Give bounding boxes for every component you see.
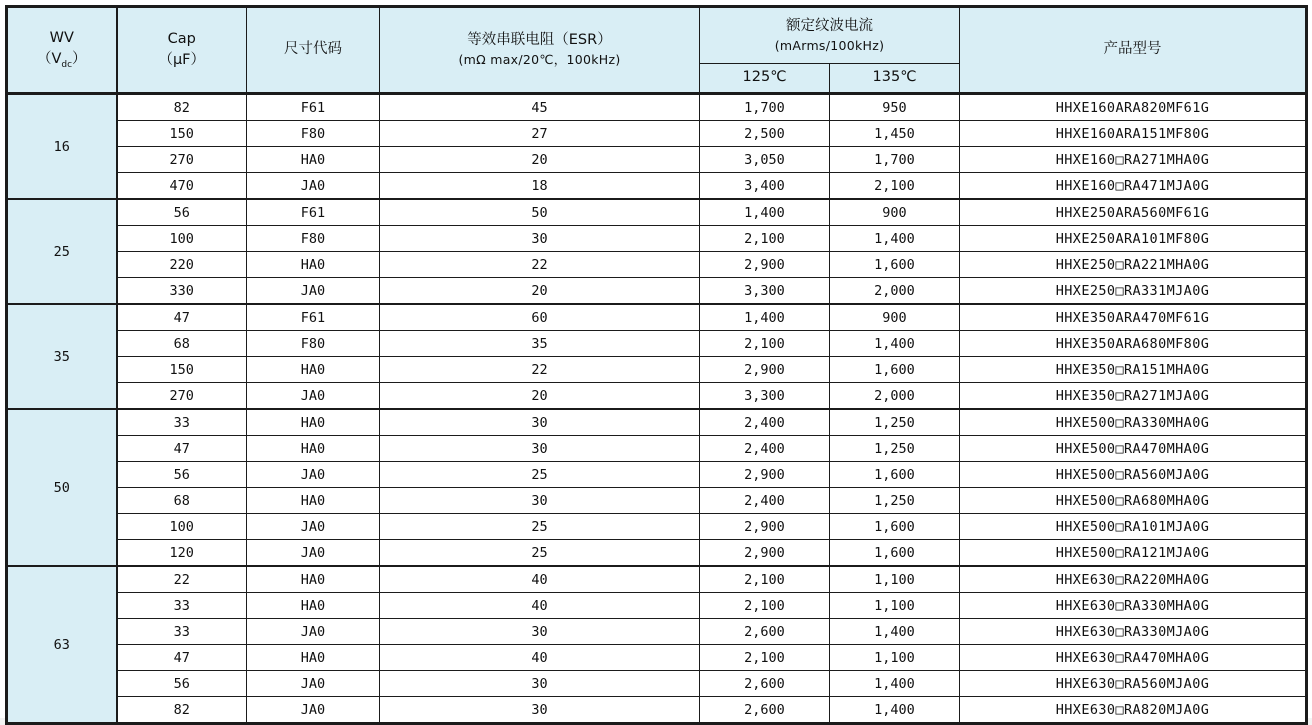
ripple-125c-value: 2,100 <box>700 645 830 671</box>
esr-value: 40 <box>380 566 700 593</box>
ripple-135c-value: 2,000 <box>830 383 960 410</box>
ripple-125c-value: 3,300 <box>700 383 830 410</box>
col-header-size-code: 尺寸代码 <box>247 7 380 94</box>
ripple-135c-value: 1,450 <box>830 121 960 147</box>
cap-header-line1: Cap <box>167 30 196 47</box>
esr-value: 35 <box>380 331 700 357</box>
esr-header-line1: 等效串联电阻（ESR） <box>467 32 612 49</box>
size-code-value: JA0 <box>247 278 380 305</box>
ripple-header-line2: (mArms/100kHz) <box>774 37 885 53</box>
size-code-value: F80 <box>247 121 380 147</box>
esr-value: 40 <box>380 593 700 619</box>
table-row <box>7 462 1307 488</box>
size-code-value: JA0 <box>247 173 380 200</box>
size-code-value: F80 <box>247 226 380 252</box>
ripple-135c-value: 2,100 <box>830 173 960 200</box>
ripple-125c-value: 2,900 <box>700 357 830 383</box>
ripple-135c-value: 1,700 <box>830 147 960 173</box>
ripple-125c-value: 2,900 <box>700 252 830 278</box>
product-model-value: HHXE500□RA121MJA0G <box>960 540 1307 567</box>
wv-value: 63 <box>7 566 117 724</box>
ripple-135c-value: 1,600 <box>830 514 960 540</box>
ripple-135c-value: 1,100 <box>830 566 960 593</box>
size-code-value: HA0 <box>247 409 380 436</box>
table-row <box>7 357 1307 383</box>
ripple-header-line1: 额定纹波电流 <box>786 17 873 34</box>
size-code-value: HA0 <box>247 357 380 383</box>
ripple-135c-value: 900 <box>830 199 960 226</box>
size-code-value: JA0 <box>247 671 380 697</box>
ripple-125c-value: 2,400 <box>700 488 830 514</box>
table-row <box>7 252 1307 278</box>
ripple-125c-value: 2,400 <box>700 409 830 436</box>
ripple-135c-value: 1,400 <box>830 619 960 645</box>
table-row <box>7 278 1307 305</box>
ripple-135c-value: 2,000 <box>830 278 960 305</box>
cap-value: 100 <box>117 514 247 540</box>
table-row <box>7 514 1307 540</box>
ripple-135c-value: 950 <box>830 94 960 121</box>
ripple-135c-value: 1,250 <box>830 409 960 436</box>
ripple-135c-value: 1,600 <box>830 462 960 488</box>
table-row <box>7 121 1307 147</box>
table-row <box>7 147 1307 173</box>
cap-value: 82 <box>117 697 247 724</box>
table-row <box>7 383 1307 410</box>
cap-value: 270 <box>117 383 247 410</box>
cap-value: 270 <box>117 147 247 173</box>
esr-header-line2: (mΩ max/20℃，100kHz) <box>458 52 621 68</box>
ripple-135c-value: 1,250 <box>830 488 960 514</box>
ripple-135c-value: 1,600 <box>830 357 960 383</box>
product-model-value: HHXE630□RA820MJA0G <box>960 697 1307 724</box>
ripple-125c-value: 2,900 <box>700 514 830 540</box>
size-code-value: JA0 <box>247 540 380 567</box>
col-header-cap <box>117 7 247 94</box>
cap-value: 330 <box>117 278 247 305</box>
cap-value: 47 <box>117 645 247 671</box>
table-row <box>7 645 1307 671</box>
wv-value: 50 <box>7 409 117 566</box>
esr-value: 45 <box>380 94 700 121</box>
product-model-value: HHXE160ARA151MF80G <box>960 121 1307 147</box>
table-row <box>7 436 1307 462</box>
esr-value: 27 <box>380 121 700 147</box>
wv-value: 25 <box>7 199 117 304</box>
ripple-125c-value: 2,100 <box>700 593 830 619</box>
product-model-value: HHXE350ARA680MF80G <box>960 331 1307 357</box>
product-model-value: HHXE630□RA330MJA0G <box>960 619 1307 645</box>
cap-value: 68 <box>117 331 247 357</box>
product-model-value: HHXE500□RA330MHA0G <box>960 409 1307 436</box>
table-row <box>7 540 1307 567</box>
table-header <box>7 7 1307 94</box>
table-row <box>7 199 1307 226</box>
esr-value: 25 <box>380 514 700 540</box>
wv-group-25 <box>7 199 1307 304</box>
ripple-125c-value: 3,300 <box>700 278 830 305</box>
col-header-wv <box>7 7 117 94</box>
capacitor-spec-table <box>5 5 1308 725</box>
ripple-135c-value: 1,600 <box>830 540 960 567</box>
ripple-125c-value: 2,100 <box>700 226 830 252</box>
ripple-135c-value: 1,400 <box>830 697 960 724</box>
table-row <box>7 94 1307 121</box>
col-header-ripple-current <box>700 7 960 64</box>
cap-value: 120 <box>117 540 247 567</box>
table-row <box>7 304 1307 331</box>
size-code-value: HA0 <box>247 147 380 173</box>
table-row <box>7 488 1307 514</box>
size-code-value: F80 <box>247 331 380 357</box>
ripple-125c-value: 3,050 <box>700 147 830 173</box>
esr-value: 30 <box>380 619 700 645</box>
wv-value: 16 <box>7 94 117 200</box>
ripple-135c-value: 900 <box>830 304 960 331</box>
ripple-125c-value: 1,400 <box>700 199 830 226</box>
ripple-135c-value: 1,100 <box>830 645 960 671</box>
table-row <box>7 619 1307 645</box>
table-row <box>7 593 1307 619</box>
product-model-value: HHXE160□RA471MJA0G <box>960 173 1307 200</box>
esr-value: 22 <box>380 252 700 278</box>
table-row <box>7 566 1307 593</box>
ripple-125c-value: 2,600 <box>700 619 830 645</box>
cap-value: 33 <box>117 593 247 619</box>
esr-value: 30 <box>380 436 700 462</box>
ripple-135c-value: 1,600 <box>830 252 960 278</box>
cap-value: 56 <box>117 199 247 226</box>
wv-group-50 <box>7 409 1307 566</box>
table-row <box>7 331 1307 357</box>
table-row <box>7 697 1307 724</box>
cap-value: 47 <box>117 436 247 462</box>
wv-group-35 <box>7 304 1307 409</box>
ripple-125c-value: 2,900 <box>700 462 830 488</box>
cap-value: 150 <box>117 121 247 147</box>
esr-value: 20 <box>380 147 700 173</box>
product-model-value: HHXE160ARA820MF61G <box>960 94 1307 121</box>
esr-value: 50 <box>380 199 700 226</box>
product-model-value: HHXE630□RA560MJA0G <box>960 671 1307 697</box>
table-row <box>7 173 1307 200</box>
product-model-value: HHXE630□RA470MHA0G <box>960 645 1307 671</box>
product-model-value: HHXE500□RA560MJA0G <box>960 462 1307 488</box>
esr-value: 20 <box>380 383 700 410</box>
esr-value: 25 <box>380 462 700 488</box>
col-header-125c: 125℃ <box>700 64 830 94</box>
esr-value: 25 <box>380 540 700 567</box>
product-model-value: HHXE250ARA101MF80G <box>960 226 1307 252</box>
cap-value: 470 <box>117 173 247 200</box>
col-header-esr <box>380 7 700 94</box>
product-model-value: HHXE250□RA331MJA0G <box>960 278 1307 305</box>
wv-header-line2: $(V_{dc})$ <box>36 51 87 70</box>
product-model-value: HHXE500□RA470MHA0G <box>960 436 1307 462</box>
cap-value: 150 <box>117 357 247 383</box>
ripple-125c-value: 2,500 <box>700 121 830 147</box>
ripple-125c-value: 2,400 <box>700 436 830 462</box>
size-code-value: JA0 <box>247 462 380 488</box>
size-code-value: JA0 <box>247 383 380 410</box>
product-model-value: HHXE350□RA271MJA0G <box>960 383 1307 410</box>
size-code-value: JA0 <box>247 697 380 724</box>
col-header-135c: 135℃ <box>830 64 960 94</box>
ripple-125c-value: 2,900 <box>700 540 830 567</box>
product-model-value: HHXE500□RA680MHA0G <box>960 488 1307 514</box>
ripple-125c-value: 3,400 <box>700 173 830 200</box>
ripple-125c-value: 2,600 <box>700 697 830 724</box>
cap-value: 100 <box>117 226 247 252</box>
ripple-125c-value: 2,600 <box>700 671 830 697</box>
wv-group-63 <box>7 566 1307 724</box>
esr-value: 30 <box>380 226 700 252</box>
ripple-135c-value: 1,100 <box>830 593 960 619</box>
col-header-product-model: 产品型号 <box>960 7 1307 94</box>
ripple-135c-value: 1,400 <box>830 226 960 252</box>
size-code-value: HA0 <box>247 488 380 514</box>
size-code-value: HA0 <box>247 593 380 619</box>
wv-group-16 <box>7 94 1307 200</box>
esr-value: 30 <box>380 409 700 436</box>
ripple-135c-value: 1,250 <box>830 436 960 462</box>
header-row-top <box>7 7 1307 64</box>
table-row <box>7 409 1307 436</box>
cap-header-line2: （μF） <box>158 52 206 68</box>
product-model-value: HHXE250ARA560MF61G <box>960 199 1307 226</box>
esr-value: 60 <box>380 304 700 331</box>
ripple-135c-value: 1,400 <box>830 331 960 357</box>
cap-value: 56 <box>117 671 247 697</box>
esr-value: 20 <box>380 278 700 305</box>
wv-header-line1: WV <box>49 30 74 47</box>
size-code-value: HA0 <box>247 566 380 593</box>
size-code-value: JA0 <box>247 619 380 645</box>
product-model-value: HHXE350□RA151MHA0G <box>960 357 1307 383</box>
size-code-value: HA0 <box>247 436 380 462</box>
esr-value: 40 <box>380 645 700 671</box>
ripple-125c-value: 2,100 <box>700 331 830 357</box>
ripple-135c-value: 1,400 <box>830 671 960 697</box>
cap-value: 33 <box>117 409 247 436</box>
size-code-value: HA0 <box>247 252 380 278</box>
cap-value: 47 <box>117 304 247 331</box>
wv-value: 35 <box>7 304 117 409</box>
wv-subscript: dc <box>61 59 73 70</box>
cap-value: 56 <box>117 462 247 488</box>
esr-value: 18 <box>380 173 700 200</box>
size-code-value: F61 <box>247 304 380 331</box>
product-model-value: HHXE630□RA330MHA0G <box>960 593 1307 619</box>
esr-value: 30 <box>380 671 700 697</box>
esr-value: 30 <box>380 697 700 724</box>
product-model-value: HHXE350ARA470MF61G <box>960 304 1307 331</box>
size-code-value: F61 <box>247 199 380 226</box>
ripple-125c-value: 2,100 <box>700 566 830 593</box>
size-code-value: F61 <box>247 94 380 121</box>
product-model-value: HHXE630□RA220MHA0G <box>960 566 1307 593</box>
table-row <box>7 226 1307 252</box>
cap-value: 68 <box>117 488 247 514</box>
size-code-value: JA0 <box>247 514 380 540</box>
ripple-125c-value: 1,400 <box>700 304 830 331</box>
product-model-value: HHXE500□RA101MJA0G <box>960 514 1307 540</box>
size-code-value: HA0 <box>247 645 380 671</box>
esr-value: 30 <box>380 488 700 514</box>
ripple-125c-value: 1,700 <box>700 94 830 121</box>
cap-value: 33 <box>117 619 247 645</box>
cap-value: 22 <box>117 566 247 593</box>
table-row <box>7 671 1307 697</box>
esr-value: 22 <box>380 357 700 383</box>
cap-value: 220 <box>117 252 247 278</box>
cap-value: 82 <box>117 94 247 121</box>
product-model-value: HHXE160□RA271MHA0G <box>960 147 1307 173</box>
product-model-value: HHXE250□RA221MHA0G <box>960 252 1307 278</box>
